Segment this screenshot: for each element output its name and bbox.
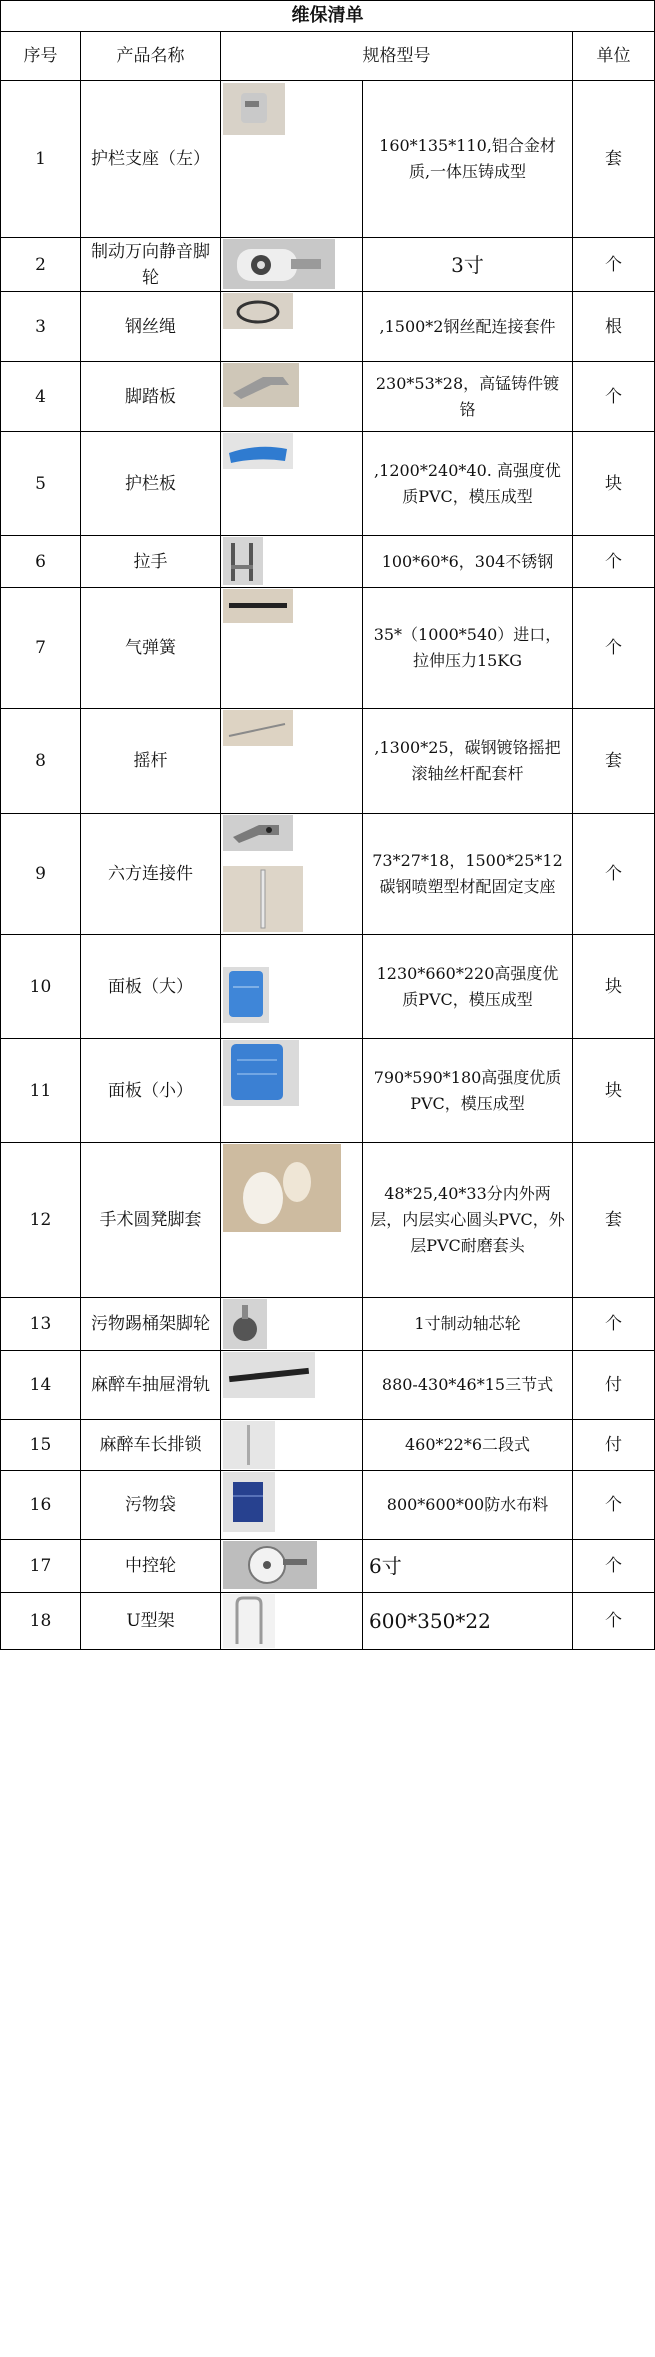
table-row — [1, 238, 655, 292]
crank-photo — [223, 710, 293, 746]
table-row — [1, 1593, 655, 1650]
u-frame-photo — [223, 1594, 275, 1648]
name-cell: 六方连接件 — [81, 814, 221, 935]
support-bar-photo — [223, 866, 303, 932]
panel-large-photo — [223, 967, 269, 1023]
unit-cell: 个 — [573, 238, 655, 292]
seq-cell: 11 — [1, 1039, 81, 1143]
table-row — [1, 709, 655, 814]
name-cell: 面板（大） — [81, 935, 221, 1039]
seq-cell: 16 — [1, 1471, 81, 1540]
table-row — [1, 1351, 655, 1420]
seq-cell: 3 — [1, 292, 81, 362]
table-row — [1, 588, 655, 709]
unit-cell: 个 — [573, 1593, 655, 1650]
spec-cell: ,1200*240*40. 高强度优质PVC，模压成型 — [363, 432, 573, 536]
name-cell: U型架 — [81, 1593, 221, 1650]
table-row — [1, 1298, 655, 1351]
name-cell: 污物袋 — [81, 1471, 221, 1540]
name-cell: 麻醉车抽屉滑轨 — [81, 1351, 221, 1420]
drawer-slide-photo — [223, 1352, 315, 1398]
table-row — [1, 432, 655, 536]
spec-cell: 35*（1000*540）进口，拉伸压力15KG — [363, 588, 573, 709]
table-row — [1, 362, 655, 432]
spec-cell: 100*60*6，304不锈钢 — [363, 536, 573, 588]
table-row — [1, 536, 655, 588]
spec-cell: 48*25,40*33分内外两层，内层实心圆头PVC，外层PVC耐磨套头 — [363, 1143, 573, 1298]
name-cell: 气弹簧 — [81, 588, 221, 709]
small-wheel-photo — [223, 1299, 267, 1349]
header-seq: 序号 — [1, 32, 81, 81]
waste-bag-photo — [223, 1472, 275, 1532]
seq-cell: 13 — [1, 1298, 81, 1351]
unit-cell: 个 — [573, 1471, 655, 1540]
seq-cell: 1 — [1, 81, 81, 238]
name-cell: 摇杆 — [81, 709, 221, 814]
spec-cell: 880-430*46*15三节式 — [363, 1351, 573, 1420]
caster-photo — [223, 239, 335, 289]
name-cell: 钢丝绳 — [81, 292, 221, 362]
spec-cell: 6寸 — [363, 1540, 573, 1593]
unit-cell: 付 — [573, 1351, 655, 1420]
spec-cell: ,1500*2钢丝配连接套件 — [363, 292, 573, 362]
unit-cell: 个 — [573, 814, 655, 935]
spec-cell: 790*590*180高强度优质PVC，模压成型 — [363, 1039, 573, 1143]
table-row — [1, 1420, 655, 1471]
unit-cell: 付 — [573, 1420, 655, 1471]
hex-connector-photo — [223, 815, 293, 851]
name-cell: 护栏板 — [81, 432, 221, 536]
seq-cell: 12 — [1, 1143, 81, 1298]
table-row — [1, 935, 655, 1039]
gas-spring-photo — [223, 589, 293, 623]
name-cell: 护栏支座（左） — [81, 81, 221, 238]
table-row — [1, 1039, 655, 1143]
name-cell: 拉手 — [81, 536, 221, 588]
table-title: 维保清单 — [1, 1, 655, 32]
seq-cell: 9 — [1, 814, 81, 935]
unit-cell: 个 — [573, 362, 655, 432]
seq-cell: 8 — [1, 709, 81, 814]
spec-cell: 73*27*18，1500*25*12碳钢喷塑型材配固定支座 — [363, 814, 573, 935]
header-name: 产品名称 — [81, 32, 221, 81]
spec-cell: 460*22*6二段式 — [363, 1420, 573, 1471]
pedal-photo — [223, 363, 299, 407]
seq-cell: 15 — [1, 1420, 81, 1471]
unit-cell: 套 — [573, 709, 655, 814]
table-row — [1, 292, 655, 362]
header-row — [1, 32, 655, 81]
header-unit: 单位 — [573, 32, 655, 81]
seq-cell: 17 — [1, 1540, 81, 1593]
seq-cell: 10 — [1, 935, 81, 1039]
seq-cell: 14 — [1, 1351, 81, 1420]
table-row — [1, 1540, 655, 1593]
stool-foot-cap-photo — [223, 1144, 341, 1232]
central-wheel-photo — [223, 1541, 317, 1589]
spec-cell: 3寸 — [363, 238, 573, 292]
seq-cell: 2 — [1, 238, 81, 292]
seq-cell: 6 — [1, 536, 81, 588]
unit-cell: 个 — [573, 588, 655, 709]
wire-rope-photo — [223, 293, 293, 329]
seq-cell: 18 — [1, 1593, 81, 1650]
spec-cell: 160*135*110,铝合金材质,一体压铸成型 — [363, 81, 573, 238]
table-row — [1, 1143, 655, 1298]
unit-cell: 套 — [573, 1143, 655, 1298]
name-cell: 污物踢桶架脚轮 — [81, 1298, 221, 1351]
long-lock-photo — [223, 1421, 275, 1469]
guard-board-photo — [223, 433, 293, 469]
unit-cell: 块 — [573, 1039, 655, 1143]
name-cell: 中控轮 — [81, 1540, 221, 1593]
name-cell: 脚踏板 — [81, 362, 221, 432]
unit-cell: 个 — [573, 1540, 655, 1593]
seq-cell: 4 — [1, 362, 81, 432]
unit-cell: 个 — [573, 1298, 655, 1351]
table-row — [1, 814, 655, 935]
spec-cell: 230*53*28，高锰铸件镀铬 — [363, 362, 573, 432]
table-row — [1, 1471, 655, 1540]
name-cell: 制动万向静音脚轮 — [81, 238, 221, 292]
unit-cell: 套 — [573, 81, 655, 238]
table-row — [1, 81, 655, 238]
unit-cell: 根 — [573, 292, 655, 362]
unit-cell: 块 — [573, 432, 655, 536]
name-cell: 麻醉车长排锁 — [81, 1420, 221, 1471]
spec-cell: ,1300*25，碳钢镀铬摇把滚轴丝杆配套杆 — [363, 709, 573, 814]
seq-cell: 5 — [1, 432, 81, 536]
spec-cell: 800*600*00防水布料 — [363, 1471, 573, 1540]
unit-cell: 个 — [573, 536, 655, 588]
spec-cell: 1230*660*220高强度优质PVC，模压成型 — [363, 935, 573, 1039]
seq-cell: 7 — [1, 588, 81, 709]
unit-cell: 块 — [573, 935, 655, 1039]
handle-photo — [223, 537, 263, 585]
name-cell: 手术圆凳脚套 — [81, 1143, 221, 1298]
panel-small-photo — [223, 1040, 299, 1106]
name-cell: 面板（小） — [81, 1039, 221, 1143]
spec-cell: 600*350*22 — [363, 1593, 573, 1650]
bracket-photo — [223, 83, 285, 135]
spec-cell: 1寸制动轴芯轮 — [363, 1298, 573, 1351]
header-spec: 规格型号 — [221, 32, 573, 81]
